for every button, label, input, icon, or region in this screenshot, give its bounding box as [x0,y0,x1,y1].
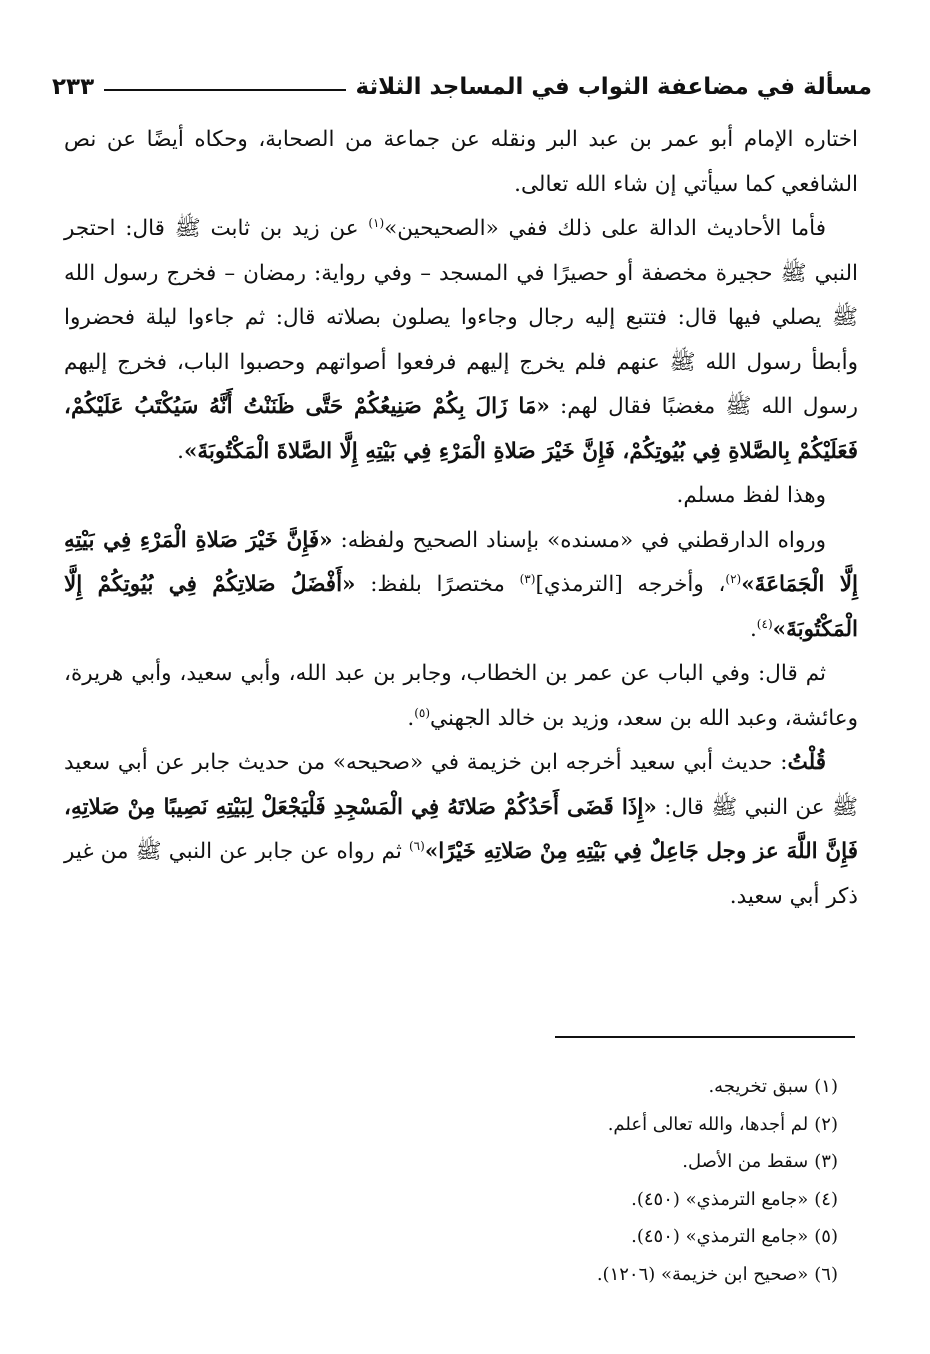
paragraph-4-text-a: ورواه الدارقطني في «مسنده» بإسناد الصحيح ولفظه: [332,527,826,553]
header-title: مسألة في مضاعفة الثواب في المساجد الثلاثة [355,74,872,100]
hadith-quote-4: «إِذَا قَضَى أَحَدُكُمْ صَلاتَهُ فِي الْمَسْجِدِ فَلْيَجْعَلْ لِبَيْتِهِ نَصِيبًا مِنْ صَلاتِهِ، فَإِنَّ اللَّهَ عز وجل جَاعِلٌ فِي بَيْتِهِ مِنْ صَلاتِهِ خَيْرًا» [64,794,858,864]
paragraph-4 [64,519,858,653]
paragraph-1-text: اختاره الإمام أبو عمر بن عبد البر ونقله عن جماعة من الصحابة، وحكاه أيضًا عن نص الشافعي كما سيأتي إن شاء الله تعالى. [64,127,858,197]
hadith-quote-3: «أَفْضَلُ صَلاتِكُمْ فِي بُيُوتِكُمْ إِلَّا الْمَكْتُوبَةَ» [64,572,858,642]
running-header [52,52,872,100]
footnote-number: (٦) [814,1263,838,1285]
footnote-ref-5: (٥) [414,705,431,720]
footnote-item [120,1256,838,1294]
paragraph-5-end: . [407,705,415,731]
footnote-number: (٢) [814,1113,838,1135]
footnote-separator [555,1036,855,1038]
main-text [64,118,858,919]
footnote-item [120,1181,838,1219]
qult-marker: قُلْتُ [787,750,826,775]
footnote-item [120,1106,838,1144]
footnote-text: لم أجدها، والله تعالى أعلم. [607,1113,809,1135]
paragraph-2-text-b: عن زيد بن ثابت ﷺ قال: احتجر النبي ﷺ حجيرة مخصفة أو حصيرًا في المسجد – وفي رواية: رمضان – فخرج رسول الله ﷺ يصلي فيها قال: فتتبع إليه رجال وجاءوا يصلون بصلاته قال: ثم جاءوا ليلة فحضروا وأبطأ رسول الله ﷺ عنهم فلم يخرج إليهم فرفعوا أصواتهم وحصبوا الباب، فخرج إليهم رسول الله ﷺ مغضبًا فقال لهم: [64,216,858,419]
footnote-item [120,1068,838,1106]
footnote-text: سبق تخريجه. [708,1076,809,1097]
paragraph-2-text-a: فأما الأحاديث الدالة على ذلك ففي «الصحيحين» [384,216,826,241]
footnote-number: (٣) [814,1151,838,1172]
footnote-number: (٤) [814,1188,838,1210]
page-number: ٢٣٣ [52,74,95,100]
paragraph-2-end: . [177,438,184,464]
footnote-item [120,1218,838,1256]
footnote-ref-4: (٤) [756,616,773,631]
footnote-ref-3: (٣) [519,571,536,586]
paragraph-1 [64,118,858,207]
footnote-ref-1: (١) [368,215,385,230]
footnote-item [120,1143,838,1181]
paragraph-5-text: ثم قال: وفي الباب عن عمر بن الخطاب، وجابر بن عبد الله، وأبي سعيد، وأبي هريرة، وعائشة، وعبد الله بن سعد، وزيد بن خالد الجهني [64,661,858,731]
footnote-text: «جامع الترمذي» (٤٥٠). [631,1226,809,1247]
footnote-ref-2: (٢) [725,571,742,586]
footnote-text: «جامع الترمذي» (٤٥٠). [631,1188,809,1210]
hadith-quote-1: «مَا زَالَ بِكُمْ صَنِيعُكُمْ حَتَّى ظَنَنْتُ أَنَّهُ سَيُكْتَبُ عَلَيْكُمْ، فَعَلَيْكُمْ بِالصَّلاةِ فِي بُيُوتِكُمْ، فَإِنَّ خَيْرَ صَلاةِ الْمَرْءِ فِي بَيْتِهِ إِلَّا الصَّلاةَ الْمَكْتُوبَةَ» [64,394,858,464]
footnote-text: سقط من الأصل. [682,1151,809,1172]
paragraph-2 [64,207,858,474]
paragraph-5 [64,652,858,741]
footnotes [120,1068,838,1293]
hadith-quote-2: «فَإِنَّ خَيْرَ صَلاةِ الْمَرْءِ فِي بَيْتِهِ إِلَّا الْجَمَاعَةَ» [64,527,859,597]
footnote-number: (٥) [814,1226,838,1247]
footnote-text: «صحيح ابن خزيمة» (١٢٠٦). [596,1263,809,1285]
paragraph-6-text-a: : حديث أبي سعيد أخرجه ابن خزيمة في «صحيحه» من حديث جابر عن أبي سعيد ﷺ عن النبي ﷺ قال: [64,750,858,820]
footnote-ref-6: (٦) [408,838,425,853]
header-rule [104,89,345,91]
paragraph-4-text-c: مختصرًا بلفظ: [355,572,520,597]
footnote-number: (١) [814,1076,838,1097]
paragraph-3 [64,474,858,519]
paragraph-3-text: وهذا لفظ مسلم. [676,483,826,508]
paragraph-4-text-b: ، وأخرجه [الترمذي] [535,572,726,597]
paragraph-6-text-b: ثم رواه عن جابر عن النبي ﷺ من غير ذكر أبي سعيد. [64,839,858,909]
paragraph-4-end: . [749,616,757,642]
paragraph-6 [64,741,858,919]
